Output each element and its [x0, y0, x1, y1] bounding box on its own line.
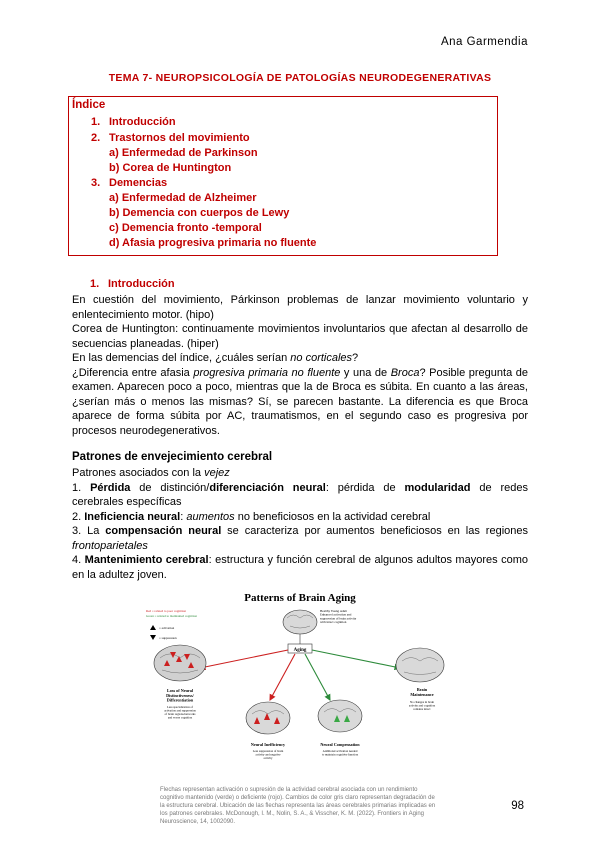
brain-compensation-icon [318, 700, 362, 732]
n2-title: Neural Inefficiency [250, 742, 286, 747]
paragraph: ¿Diferencia entre afasia progresiva primaria no fluente y una de Broca? Posible pregunta de examen. Aparecen poco a poco, mientras que la de Broca es súbita. En cuanto a las áreas, ¿serían más o menos las mismas? Sí, se parecen bastante. La diferencia es que Broca aparece de forma súbita por AC, traumatismos, en el segundo caso es progresiva por procesos neurodegenerativos. [72, 366, 528, 437]
toc-item[interactable]: b) Corea de Huntington [109, 162, 232, 174]
brain-distinctiveness-icon [154, 645, 206, 681]
brain-aging-figure [140, 588, 460, 778]
up-arrow-icon [150, 625, 156, 630]
toc-item[interactable]: a) Enfermedad de Alzheimer [109, 192, 257, 204]
down-arrow-icon [150, 635, 156, 640]
author-name: Ana Garmendia [440, 36, 528, 48]
toc-item[interactable]: 2. Trastornos del movimiento [91, 132, 250, 144]
legend-up: = activation [159, 626, 175, 630]
paragraph: Patrones asociados con la vejez [72, 467, 230, 479]
figure-caption: Flechas representan activación o supresión de la actividad cerebral asociada con un rendimiento cognitivo mantenido (verde) o deficiente (rojo). Cambios de color gris claro representan degradación de la estructura cerebral. Ubicación de las flechas representa las áreas cerebrales primarias implicadas en los patrones cerebrales. McDonough, I. M., Nolin, S. A., & Visscher, K. M. (2022). Frontiers in Aging Neuroscience, 14, 1002090. [160, 787, 436, 825]
n1-desc: Less specialization of activation and suppression of brain regions/networks and worse cognition [164, 705, 196, 720]
young-note: Healthy Young Adult Enhanced activation and suppression of brain activity with intact cognition [320, 609, 357, 625]
toc-item[interactable]: c) Demencia fronto -temporal [109, 222, 262, 234]
toc-item[interactable]: a) Enfermedad de Parkinson [109, 147, 258, 159]
list-item: 4. Mantenimiento cerebral: estructura y función cerebral de algunos adultos mayores como en la adultez joven. [72, 554, 529, 581]
page-number: 98 [511, 800, 524, 812]
legend-red: Red = related to poor cognition [146, 609, 186, 613]
toc-heading: Índice [72, 99, 106, 111]
n3-desc: Additional activation needed to maintain cognitive function [321, 749, 359, 757]
paragraph: Corea de Huntington: continuamente movimientos involuntarios que afectan al desarrollo de secuencias planeadas. (hiper) [72, 323, 528, 350]
paragraph: En cuestión del movimiento, Párkinson problemas de lanzar movimiento voluntario y enlentecimiento motor. (hipo) [72, 294, 528, 321]
n3-title: Neural Compensation [320, 742, 360, 747]
intro-text [72, 293, 528, 438]
list-item: 2. Ineficiencia neural: aumentos no beneficiosos en la actividad cerebral [72, 510, 431, 523]
figure-title: Patterns of Brain Aging [244, 592, 356, 604]
legend-down: = suppression [159, 636, 177, 640]
toc-item[interactable]: d) Afasia progresiva primaria no fluente [109, 237, 317, 249]
n4-title: Brain Maintenance [410, 687, 434, 697]
n2-desc: Less suppression of brain activity and negative activity [252, 749, 284, 760]
table-of-contents [68, 96, 498, 256]
section-heading-introduccion: 1. Introducción [90, 278, 175, 290]
brain-maintenance-icon [396, 648, 444, 682]
patterns-text [72, 466, 528, 582]
list-item: 3. La compensación neural se caracteriza por aumentos beneficiosos en las regiones frontoparietales [72, 525, 528, 552]
document-title: TEMA 7- NEUROPSICOLOGÍA DE PATOLOGÍAS NEURODEGENERATIVAS [108, 72, 492, 84]
toc-item[interactable]: 3. Demencias [91, 177, 168, 189]
n4-desc: No changes in brain activity and cognition remains intact [408, 700, 436, 711]
aging-label: Aging [293, 648, 307, 653]
toc-item[interactable]: 1. Introducción [91, 116, 176, 128]
paragraph: En las demencias del índice, ¿cuáles serían no corticales? [72, 352, 359, 364]
legend-green: Green = related to maintained cognition [146, 614, 197, 618]
brain-young-icon [283, 610, 317, 634]
list-item: 1. Pérdida de distinción/diferenciación neural: pérdida de modularidad de redes cerebrales específicas [72, 481, 529, 508]
section-heading-patrones: Patrones de envejecimiento cerebral [72, 451, 273, 463]
toc-item[interactable]: b) Demencia con cuerpos de Lewy [109, 207, 290, 219]
n1-title: Loss of Neural Distinctiveness/ Differentiation [166, 688, 194, 703]
